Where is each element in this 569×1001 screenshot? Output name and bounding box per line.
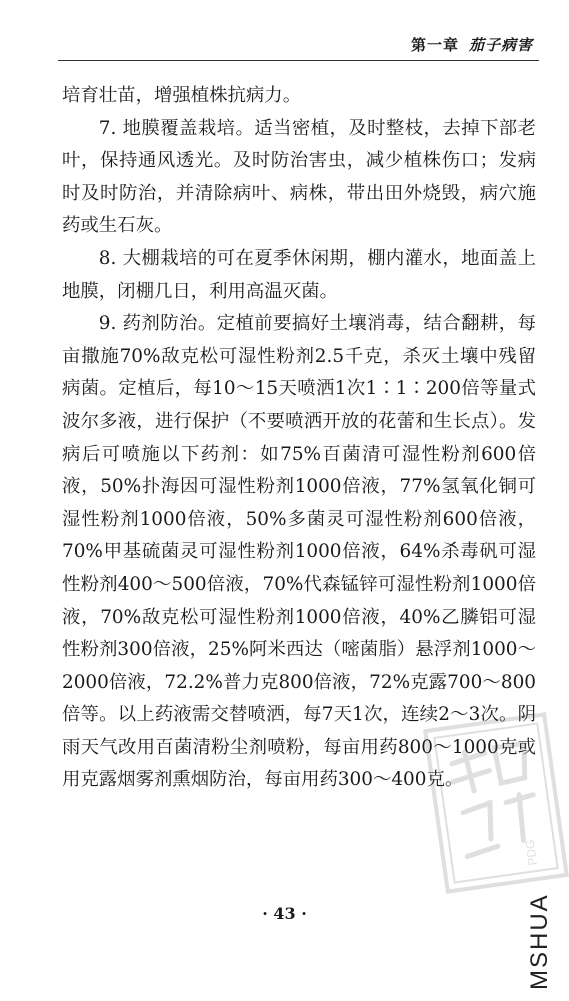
chapter-number: 第一章: [410, 36, 459, 54]
chapter-title: 茄子病害: [468, 36, 533, 54]
body-text: [62, 80, 536, 797]
page-number: · 43 ·: [262, 904, 307, 923]
header-rule: [58, 60, 539, 61]
paragraph-3: 8. 大棚栽培的可在夏季休闲期，棚内灌水，地面盖上地膜，闭棚几日，利用高温灭菌。: [62, 247, 536, 302]
paragraph-4: 9. 药剂防治。定植前要搞好土壤消毒，结合翻耕，每亩撒施70%敌克松可湿性粉剂2.5千克，杀灭土壤中残留病菌。定植后，每10～15天喷洒1次1∶1∶200倍等量式波尔多液，进行保护（不要喷洒开放的花蕾和生长点）。发病后可喷施以下药剂：如75%百菌清可湿性粉剂600倍液，50%扑海因可湿性粉剂1000倍液，77%氢氧化铜可湿性粉剂1000倍液，50%多菌灵可湿性粉剂600倍液，70%甲基硫菌灵可湿性粉剂1000倍液，64%杀毒矾可湿性粉剂400～500倍液，70%代森锰锌可湿性粉剂1000倍液，70%敌克松可湿性粉剂1000倍液，40%乙膦铝可湿性粉剂300倍液，25%阿米西达（嘧菌脂）悬浮剂1000～2000倍液，72.2%普力克800倍液，72%克露700～800倍等。以上药液需交替喷洒，每7天1次，连续2～3次。阴雨天气改用百菌清粉尘剂喷粉，每亩用药800～1000克或用克露烟雾剂熏烟防治，每亩用药300～400克。: [62, 313, 536, 791]
stamp-label: PDG: [522, 838, 540, 867]
watermark: MSHUA: [526, 893, 553, 990]
paragraph-2: 7. 地膜覆盖栽培。适当密植，及时整枝，去掉下部老叶，保持通风透光。及时防治害虫，减少植株伤口；发病时及时防治，并清除病叶、病株，带出田外烧毁，病穴施药或生石灰。: [62, 117, 536, 237]
paragraph-1: 培育壮苗，增强植株抗病力。: [62, 85, 302, 106]
running-head: [411, 34, 533, 55]
library-stamp: [421, 710, 569, 896]
